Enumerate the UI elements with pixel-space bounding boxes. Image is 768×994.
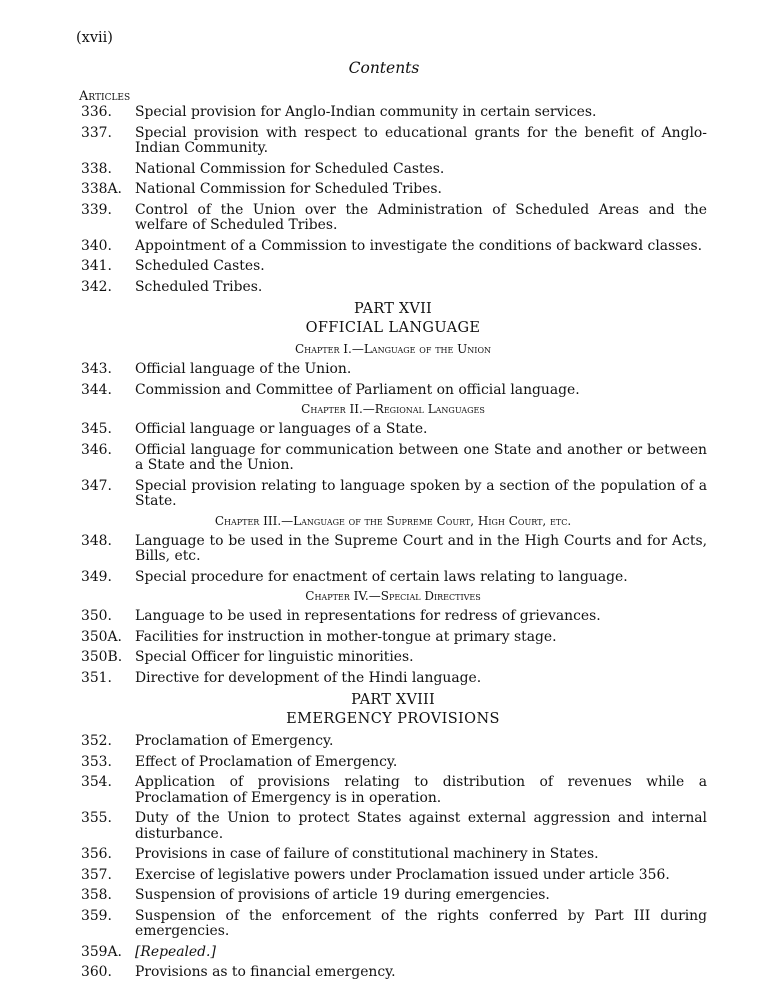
contents-entry: [79, 755, 707, 771]
contents-entry: [79, 383, 707, 399]
contents-entry: [79, 775, 707, 806]
article-title: Special provision relating to language spoken by a section of the population of a State.: [135, 477, 707, 509]
article-title: Provisions in case of failure of constitutional machinery in States.: [135, 846, 599, 862]
article-title: Appointment of a Commission to investigate the conditions of backward classes.: [135, 237, 703, 254]
article-number: 341.: [81, 258, 112, 274]
article-number: 353.: [81, 753, 112, 770]
article-number: 343.: [81, 361, 112, 377]
article-title: Scheduled Castes.: [135, 258, 265, 274]
article-number: 348.: [81, 532, 112, 549]
article-number: 355.: [81, 810, 112, 826]
contents-list: [79, 105, 707, 981]
chapter-heading: Chapter IV.—Special Directives: [305, 589, 481, 603]
contents-entry: [79, 534, 707, 565]
contents-entry: [79, 609, 707, 625]
contents-entry: [79, 868, 707, 884]
article-title: Effect of Proclamation of Emergency.: [135, 753, 398, 770]
article-title: Duty of the Union to protect States against external aggression and internal disturbance.: [135, 810, 707, 842]
article-number: 345.: [81, 421, 112, 437]
page-title: Contents: [348, 59, 420, 77]
article-number: 357.: [81, 866, 112, 883]
article-title: Proclamation of Emergency.: [135, 733, 334, 749]
article-title: Official language of the Union.: [135, 361, 352, 377]
article-title: Special Officer for linguistic minorities.: [135, 649, 414, 665]
article-number: 349.: [81, 568, 112, 585]
article-number: 352.: [81, 733, 112, 749]
contents-entry: [79, 811, 707, 842]
article-title: Suspension of the enforcement of the rights conferred by Part III during emergencies.: [135, 907, 707, 939]
article-title: National Commission for Scheduled Castes.: [135, 160, 445, 177]
contents-entry: [79, 965, 707, 981]
article-title: Suspension of provisions of article 19 during emergencies.: [135, 887, 550, 903]
article-number: 342.: [81, 278, 112, 295]
part-heading: PART XVIII: [351, 692, 435, 708]
article-title: Control of the Union over the Administration of Scheduled Areas and the welfare of Scheduled Tribes.: [135, 201, 707, 233]
article-title: Special procedure for enactment of certain laws relating to language.: [135, 568, 628, 585]
article-number: 344.: [81, 381, 112, 398]
chapter-heading: Chapter II.—Regional Languages: [301, 402, 485, 416]
article-number: 339.: [81, 201, 112, 218]
article-title: Facilities for instruction in mother-tongue at primary stage.: [135, 628, 557, 645]
article-title: Application of provisions relating to distribution of revenues while a Proclamation of Emergency is in operation.: [135, 774, 707, 806]
article-title: Scheduled Tribes.: [135, 278, 263, 295]
article-title: Commission and Committee of Parliament on official language.: [135, 381, 580, 398]
article-title: Official language for communication between one State and another or between a State and the Union.: [135, 441, 707, 473]
part-title: OFFICIAL LANGUAGE: [305, 320, 481, 336]
contents-entry: [79, 239, 707, 255]
chapter-heading: Chapter III.—Language of the Supreme Court, High Court, etc.: [214, 513, 572, 528]
chapter-heading: Chapter I.—Language of the Union: [294, 342, 492, 356]
part-title: EMERGENCY PROVISIONS: [286, 711, 500, 727]
article-number: 360.: [81, 964, 112, 980]
contents-entry: [79, 888, 707, 904]
article-title: [Repealed.]: [135, 943, 216, 960]
contents-entry: [79, 479, 707, 510]
article-number: 340.: [81, 237, 112, 254]
article-number: 338.: [81, 160, 112, 177]
contents-entry: [79, 650, 707, 666]
article-title: Official language or languages of a State.: [135, 421, 428, 437]
article-title: National Commission for Scheduled Tribes.: [135, 181, 442, 197]
article-title: Special provision with respect to educational grants for the benefit of Anglo-Indian Community.: [135, 124, 707, 156]
part-heading: PART XVII: [354, 301, 432, 317]
article-number: 347.: [81, 477, 112, 494]
article-number: 358.: [81, 887, 112, 903]
article-number: 350.: [81, 608, 112, 624]
contents-entry: [79, 105, 707, 121]
article-number: 350B.: [81, 649, 123, 665]
article-title: Provisions as to financial emergency.: [135, 964, 396, 980]
contents-entry: [79, 630, 707, 646]
article-title: Exercise of legislative powers under Proclamation issued under article 356.: [135, 866, 670, 883]
contents-entry: [79, 203, 707, 234]
contents-entry: [79, 182, 707, 198]
contents-entry: [79, 945, 707, 961]
article-title: Language to be used in representations for redress of grievances.: [135, 608, 601, 624]
page-number: (xvii): [76, 30, 113, 46]
contents-entry: [79, 570, 707, 586]
contents-entry: [79, 443, 707, 474]
contents-entry: [79, 162, 707, 178]
article-number: 336.: [81, 104, 112, 120]
contents-entry: [79, 847, 707, 863]
article-number: 338A.: [81, 181, 122, 197]
article-number: 346.: [81, 441, 112, 458]
contents-entry: [79, 126, 707, 157]
articles-label: Articles: [79, 89, 131, 104]
contents-entry: [79, 734, 707, 750]
contents-entry: [79, 422, 707, 438]
article-number: 354.: [81, 774, 112, 790]
contents-entry: [79, 280, 707, 296]
article-number: 359.: [81, 907, 112, 924]
article-number: 350A.: [81, 628, 122, 645]
contents-entry: [79, 909, 707, 940]
article-number: 359A.: [81, 943, 122, 960]
contents-entry: [79, 671, 707, 687]
article-number: 351.: [81, 669, 112, 686]
article-number: 356.: [81, 846, 112, 862]
article-number: 337.: [81, 124, 112, 141]
article-title: Special provision for Anglo-Indian community in certain services.: [135, 104, 597, 120]
contents-entry: [79, 362, 707, 378]
article-title: Language to be used in the Supreme Court and in the High Courts and for Acts, Bills, etc.: [135, 532, 707, 564]
contents-entry: [79, 259, 707, 275]
article-title: Directive for development of the Hindi language.: [135, 669, 482, 686]
